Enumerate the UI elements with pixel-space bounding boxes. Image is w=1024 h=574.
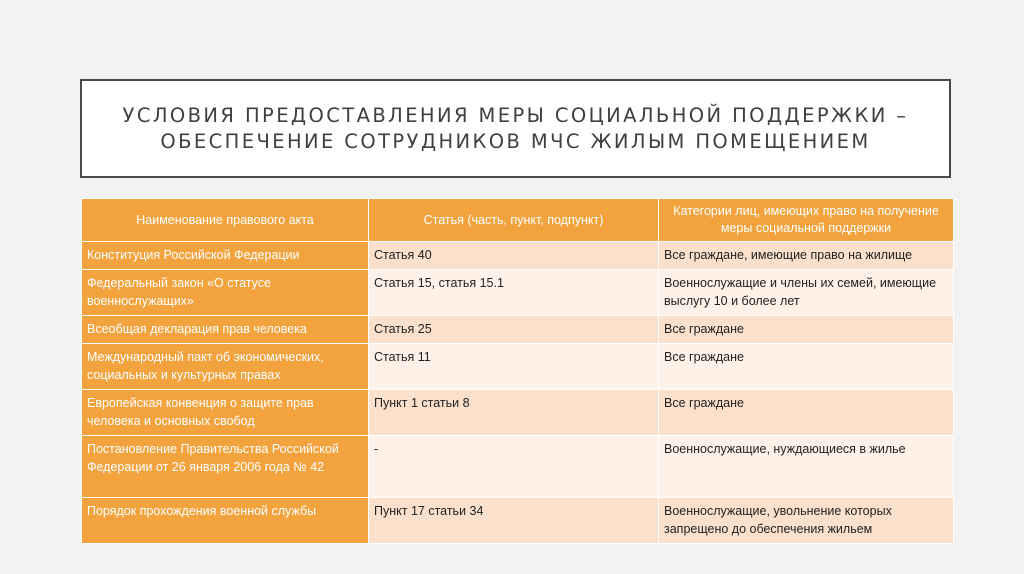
table-row <box>82 344 954 390</box>
cell-category: Все граждане <box>659 390 954 436</box>
cell-act-name: Международный пакт об экономических, социальных и культурных правах <box>82 344 369 390</box>
cell-article: - <box>369 436 659 498</box>
cell-act-name: Федеральный закон «О статусе военнослужащих» <box>82 270 369 316</box>
header-act-name: Наименование правового акта <box>82 199 369 242</box>
table-header-row <box>82 199 954 242</box>
cell-category: Все граждане <box>659 316 954 344</box>
table-row <box>82 498 954 544</box>
slide-title-line-1: УСЛОВИЯ ПРЕДОСТАВЛЕНИЯ МЕРЫ СОЦИАЛЬНОЙ ПОДДЕРЖКИ – <box>122 103 909 127</box>
legal-acts-table <box>81 198 954 544</box>
cell-act-name: Конституция Российской Федерации <box>82 242 369 270</box>
cell-category: Военнослужащие, нуждающиеся в жилье <box>659 436 954 498</box>
cell-category: Все граждане <box>659 344 954 390</box>
table-row <box>82 242 954 270</box>
table-row <box>82 436 954 498</box>
cell-category: Военнослужащие и члены их семей, имеющие выслугу 10 и более лет <box>659 270 954 316</box>
cell-article: Пункт 17 статьи 34 <box>369 498 659 544</box>
cell-act-name: Постановление Правительства Российской Федерации от 26 января 2006 года № 42 <box>82 436 369 498</box>
table-row <box>82 316 954 344</box>
cell-act-name: Порядок прохождения военной службы <box>82 498 369 544</box>
cell-article: Статья 11 <box>369 344 659 390</box>
header-category: Категории лиц, имеющих право на получение меры социальной поддержки <box>659 199 954 242</box>
cell-category: Военнослужащие, увольнение которых запрещено до обеспечения жильем <box>659 498 954 544</box>
cell-article: Статья 15, статья 15.1 <box>369 270 659 316</box>
cell-article: Статья 40 <box>369 242 659 270</box>
cell-act-name: Европейская конвенция о защите прав человека и основных свобод <box>82 390 369 436</box>
slide-title-line-2: ОБЕСПЕЧЕНИЕ СОТРУДНИКОВ МЧС ЖИЛЫМ ПОМЕЩЕНИЕМ <box>160 129 871 153</box>
cell-act-name: Всеобщая декларация прав человека <box>82 316 369 344</box>
cell-article: Статья 25 <box>369 316 659 344</box>
table-row <box>82 270 954 316</box>
slide-title-box <box>80 79 951 178</box>
cell-article: Пункт 1 статьи 8 <box>369 390 659 436</box>
cell-category: Все граждане, имеющие право на жилище <box>659 242 954 270</box>
table-row <box>82 390 954 436</box>
header-article: Статья (часть, пункт, подпункт) <box>369 199 659 242</box>
